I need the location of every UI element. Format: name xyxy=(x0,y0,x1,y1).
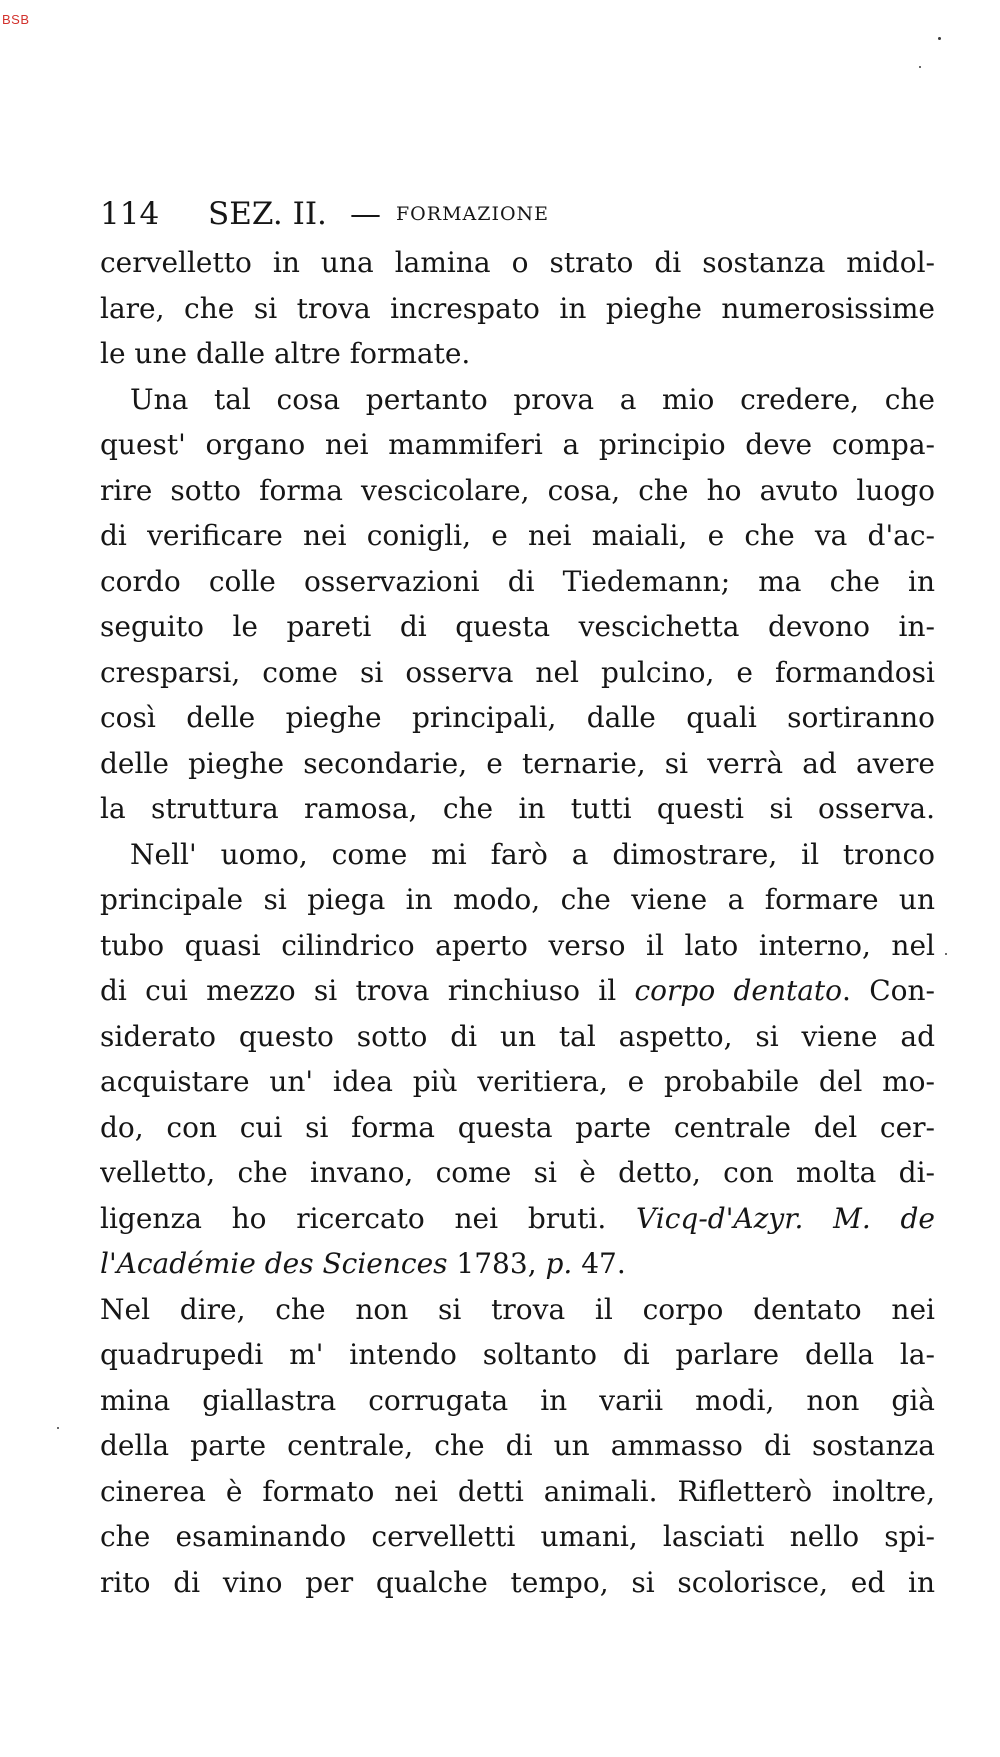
italic-citation: l'Académie des Sciences xyxy=(100,1247,448,1280)
text-line xyxy=(100,1332,935,1378)
scan-speck xyxy=(938,37,941,40)
text-line xyxy=(100,1514,935,1560)
text-run: quadrupedi m' intendo soltanto di parlare della la- xyxy=(100,1338,935,1371)
text-run: velletto, che invano, come si è detto, con molta di- xyxy=(100,1156,935,1189)
text-run: cinerea è formato nei detti animali. Rifletterò inoltre, xyxy=(100,1474,935,1508)
text-run: . Con- xyxy=(842,974,935,1007)
text-run: cordo colle osservazioni di Tiedemann; ma che in xyxy=(100,564,935,598)
text-run: cervelletto in una lamina o strato di sostanza midol- xyxy=(100,246,935,279)
text-line xyxy=(100,377,935,423)
text-run: do, con cui si forma questa parte centrale del cer- xyxy=(100,1110,935,1144)
scan-speck xyxy=(945,953,947,955)
text-run: rire sotto forma vescicolare, cosa, che ho avuto luogo xyxy=(100,473,935,507)
text-line xyxy=(100,1469,935,1515)
text-run: la struttura ramosa, che in tutti questi si osserva. xyxy=(100,792,935,825)
text-run: rito di vino per qualche tempo, si scolorisce, ed in xyxy=(100,1565,935,1599)
library-stamp: BSB xyxy=(2,12,30,27)
text-line xyxy=(100,240,935,286)
text-run: tubo quasi cilindrico aperto verso il lato interno, nel xyxy=(100,928,935,962)
text-run: principale si piega in modo, che viene a formare un xyxy=(100,883,935,916)
italic-citation: p. xyxy=(545,1247,573,1280)
text-line xyxy=(100,1287,935,1333)
header-topic: FORMAZIONE xyxy=(396,203,550,225)
text-run: delle pieghe secondarie, e ternarie, si verrà ad avere xyxy=(100,746,935,780)
text-line xyxy=(100,604,935,650)
text-line xyxy=(100,1560,935,1606)
text-line xyxy=(100,1378,935,1424)
text-run: di cui mezzo si trova rinchiuso il xyxy=(100,974,635,1007)
text-run: acquistare un' idea più veritiera, e probabile del mo- xyxy=(100,1065,935,1098)
text-run: cresparsi, come si osserva nel pulcino, e formandosi xyxy=(100,655,935,689)
text-line xyxy=(100,1423,935,1469)
text-line xyxy=(100,923,935,969)
text-run: Una tal cosa pertanto prova a mio credere, che xyxy=(130,382,935,416)
text-line xyxy=(100,786,935,832)
italic-term: corpo dentato xyxy=(634,974,843,1007)
running-header xyxy=(100,196,940,242)
text-run: le une dalle altre formate. xyxy=(100,337,471,370)
text-line xyxy=(100,1150,935,1196)
text-run: che esaminando cervelletti umani, lasciati nello spi- xyxy=(100,1520,935,1553)
text-run: Nell' uomo, come mi farò a dimostrare, il tronco xyxy=(130,837,935,871)
text-line xyxy=(100,331,935,377)
text-line xyxy=(100,695,935,741)
text-line xyxy=(100,832,935,878)
text-run: della parte centrale, che di un ammasso di sostanza xyxy=(100,1429,935,1462)
text-line xyxy=(100,468,935,514)
text-line xyxy=(100,286,935,332)
text-line xyxy=(100,877,935,923)
text-run: così delle pieghe principali, dalle quali sortiranno xyxy=(100,701,935,734)
text-line xyxy=(100,1105,935,1151)
text-run: mina giallastra corrugata in varii modi, non già xyxy=(100,1383,935,1417)
page-number: 114 xyxy=(100,196,160,232)
section-label: SEZ. II. xyxy=(208,196,327,232)
text-line xyxy=(100,650,935,696)
body-text xyxy=(100,240,935,1605)
text-line xyxy=(100,968,935,1014)
text-run: 1783, xyxy=(447,1247,546,1280)
text-run: 47. xyxy=(572,1247,626,1280)
text-line xyxy=(100,513,935,559)
text-run: Nel dire, che non si trova il corpo dentato nei xyxy=(100,1292,935,1326)
text-line xyxy=(100,559,935,605)
italic-citation: Vicq-d'Azyr. M. de xyxy=(636,1201,935,1235)
scan-speck xyxy=(57,1427,59,1429)
text-run: quest' organo nei mammiferi a principio deve compa- xyxy=(100,428,935,461)
text-line xyxy=(100,1059,935,1105)
text-line xyxy=(100,1014,935,1060)
text-line xyxy=(100,1241,935,1287)
text-run: siderato questo sotto di un tal aspetto, si viene ad xyxy=(100,1019,935,1053)
scan-speck xyxy=(919,66,921,68)
text-run: lare, che si trova increspato in pieghe numerosissime xyxy=(100,291,935,325)
text-line xyxy=(100,741,935,787)
text-run: di verificare nei conigli, e nei maiali, e che va d'ac- xyxy=(100,519,935,552)
text-line xyxy=(100,422,935,468)
text-run: seguito le pareti di questa vescichetta devono in- xyxy=(100,610,935,643)
header-dash: — xyxy=(350,196,381,232)
text-line xyxy=(100,1196,935,1242)
text-run: ligenza ho ricercato nei bruti. xyxy=(100,1201,637,1235)
